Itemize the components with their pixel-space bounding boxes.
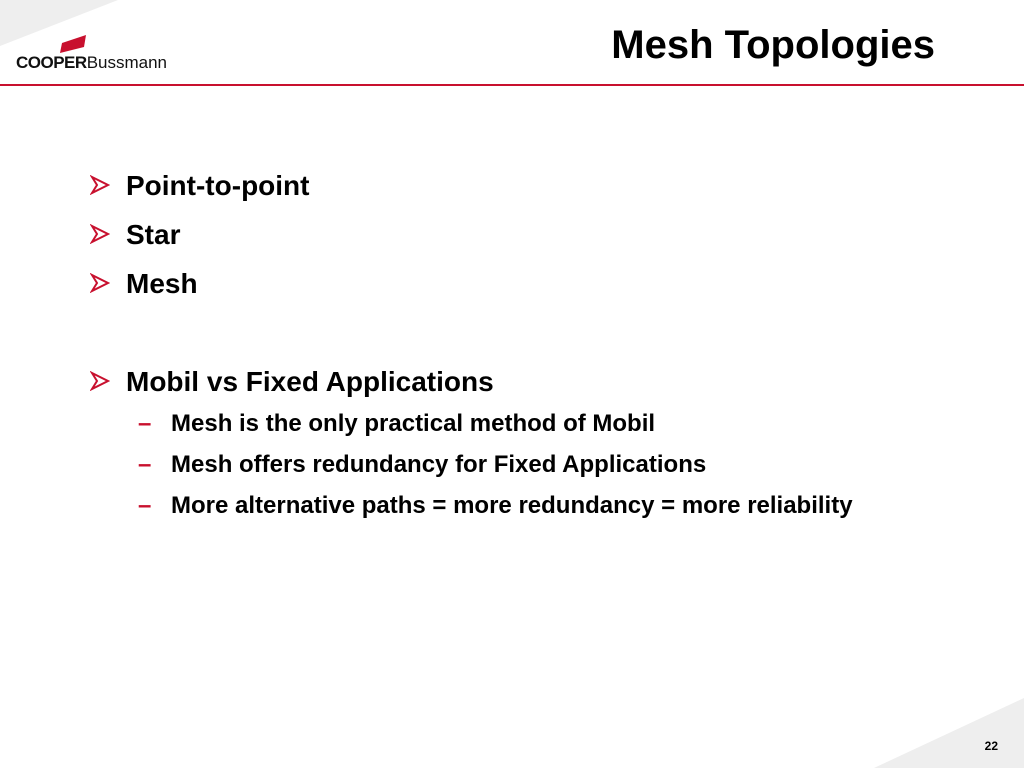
arrowhead-bullet-icon (90, 371, 110, 391)
sub-bullet-label: More alternative paths = more redundancy = more reliability (171, 492, 853, 519)
cooper-bussmann-logo (16, 33, 216, 73)
sub-bullet-label: Mesh offers redundancy for Fixed Applications (171, 451, 707, 478)
dash-marker: – (138, 451, 152, 478)
logo-wordmark (16, 53, 167, 73)
arrowhead-bullet-icon (90, 224, 110, 244)
logo-bussmann-text: Bussmann (86, 53, 168, 72)
sub-bullet-item (90, 448, 930, 482)
bullet-label: Mobil vs Fixed Applications (126, 366, 494, 397)
bullet-point-to-point (90, 166, 930, 215)
slide-content (90, 166, 930, 530)
bottom-right-corner-decoration (874, 698, 1024, 768)
sub-bullet-list (90, 407, 930, 523)
bullet-label: Star (126, 219, 181, 250)
dash-marker: – (138, 492, 152, 519)
slide-title: Mesh Topologies (611, 23, 935, 67)
arrowhead-bullet-icon (90, 273, 110, 293)
bullet-mobil-vs-fixed (90, 362, 930, 411)
bullet-star (90, 215, 930, 264)
logo-swoosh-icon (60, 33, 100, 53)
sub-bullet-item (90, 489, 930, 523)
page-number: 22 (984, 739, 998, 753)
sub-bullet-label: Mesh is the only practical method of Mobil (171, 410, 656, 437)
bullet-label: Point-to-point (126, 170, 310, 201)
bullet-label: Mesh (126, 268, 198, 299)
sub-bullet-item (90, 407, 930, 441)
bullet-mesh (90, 264, 930, 313)
header-divider (0, 84, 1024, 86)
arrowhead-bullet-icon (90, 175, 110, 195)
logo-cooper-text: COOPER (16, 53, 87, 72)
dash-marker: – (138, 410, 152, 437)
